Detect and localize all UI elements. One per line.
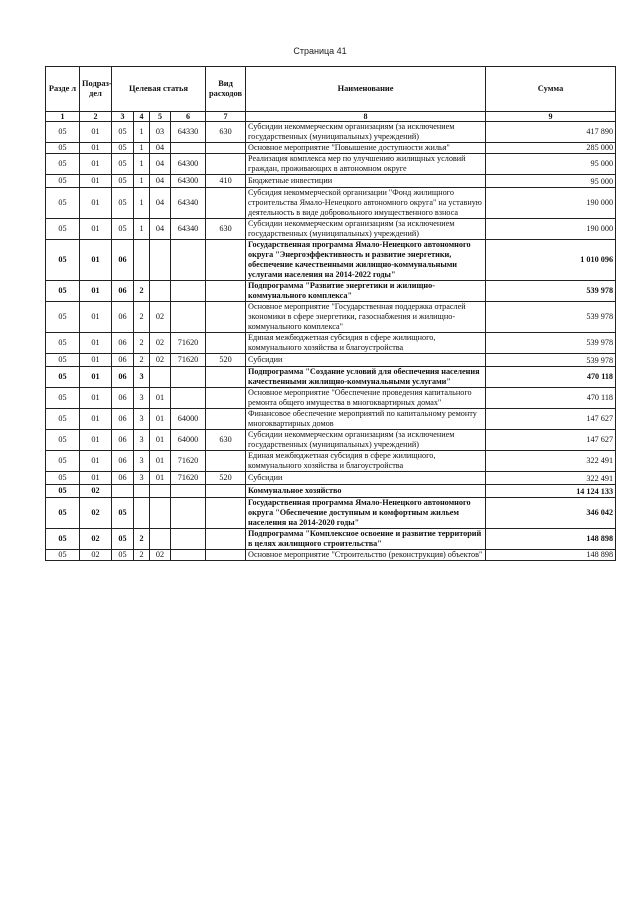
cell-section: 05: [46, 354, 80, 367]
cell-target-code: 64330: [171, 122, 206, 143]
cell-section: 05: [46, 485, 80, 498]
cell-name: Подпрограмма "Развитие энергетики и жилищно-коммунального комплекса": [246, 281, 486, 302]
cell-target-subprogram: 1: [134, 175, 150, 188]
cell-expense-type: [206, 154, 246, 175]
cell-expense-type: [206, 451, 246, 472]
cell-expense-type: [206, 281, 246, 302]
cell-section: 05: [46, 529, 80, 550]
cell-name: Субсидии некоммерческим организациям (за исключением государственных (муниципальных) учреждений): [246, 122, 486, 143]
cell-target-event: 04: [150, 219, 171, 240]
cell-section: 05: [46, 219, 80, 240]
cell-sum: 14 124 133: [486, 485, 616, 498]
cell-target-code: [171, 388, 206, 409]
cell-target-event: 04: [150, 154, 171, 175]
table-row: [46, 302, 616, 333]
cell-subsection: 01: [80, 367, 112, 388]
cell-subsection: 02: [80, 498, 112, 529]
cell-target-code: 64300: [171, 175, 206, 188]
cell-section: 05: [46, 451, 80, 472]
column-number: 6: [171, 112, 206, 122]
table-header-row: [46, 67, 616, 112]
column-number: 8: [246, 112, 486, 122]
cell-section: 05: [46, 281, 80, 302]
cell-target-program: 06: [112, 240, 134, 281]
cell-target-event: 02: [150, 302, 171, 333]
cell-expense-type: [206, 188, 246, 219]
cell-target-event: [150, 367, 171, 388]
cell-subsection: 02: [80, 550, 112, 561]
cell-expense-type: [206, 498, 246, 529]
cell-section: 05: [46, 333, 80, 354]
cell-subsection: 01: [80, 451, 112, 472]
cell-expense-type: [206, 333, 246, 354]
cell-section: 05: [46, 154, 80, 175]
cell-target-event: [150, 485, 171, 498]
cell-target-subprogram: 2: [134, 529, 150, 550]
cell-expense-type: [206, 302, 246, 333]
cell-section: 05: [46, 143, 80, 154]
cell-subsection: 01: [80, 302, 112, 333]
cell-sum: 346 042: [486, 498, 616, 529]
cell-subsection: 02: [80, 485, 112, 498]
cell-target-code: 64340: [171, 219, 206, 240]
page-number: Страница 41: [293, 46, 347, 56]
cell-target-subprogram: 3: [134, 430, 150, 451]
cell-target-event: 04: [150, 188, 171, 219]
table-row: [46, 451, 616, 472]
cell-sum: 285 000: [486, 143, 616, 154]
cell-target-code: 71620: [171, 451, 206, 472]
table-row: [46, 529, 616, 550]
cell-target-event: 02: [150, 333, 171, 354]
cell-name: Субсидии: [246, 472, 486, 485]
cell-target-code: [171, 302, 206, 333]
table-row: [46, 472, 616, 485]
cell-target-code: [171, 498, 206, 529]
table-row: [46, 354, 616, 367]
cell-subsection: 01: [80, 240, 112, 281]
cell-section: 05: [46, 367, 80, 388]
header-sum: Сумма: [486, 67, 616, 112]
cell-target-program: 06: [112, 430, 134, 451]
cell-name: Субсидия некоммерческой организации "Фонд жилищного строительства Ямало-Ненецкого автономного округа" на уставную деятельность в виде добровольного имущественного взноса: [246, 188, 486, 219]
cell-sum: 147 627: [486, 430, 616, 451]
cell-target-event: 04: [150, 175, 171, 188]
cell-expense-type: [206, 240, 246, 281]
cell-target-program: 05: [112, 143, 134, 154]
cell-target-code: [171, 529, 206, 550]
cell-target-event: 03: [150, 122, 171, 143]
cell-target-event: 01: [150, 430, 171, 451]
cell-target-event: 01: [150, 472, 171, 485]
column-number: 7: [206, 112, 246, 122]
cell-subsection: 01: [80, 354, 112, 367]
table-row: [46, 122, 616, 143]
table-row: [46, 281, 616, 302]
cell-sum: 470 118: [486, 388, 616, 409]
cell-target-program: 06: [112, 472, 134, 485]
cell-sum: 322 491: [486, 451, 616, 472]
cell-target-program: 05: [112, 498, 134, 529]
cell-expense-type: [206, 485, 246, 498]
cell-section: 05: [46, 409, 80, 430]
cell-target-program: 06: [112, 388, 134, 409]
cell-name: Подпрограмма "Комплексное освоение и развитие территорий в целях жилищного строительства": [246, 529, 486, 550]
cell-name: Финансовое обеспечение мероприятий по капитальному ремонту многоквартирных домов: [246, 409, 486, 430]
table-row: [46, 175, 616, 188]
table-row: [46, 154, 616, 175]
cell-target-subprogram: 3: [134, 388, 150, 409]
cell-target-subprogram: 2: [134, 302, 150, 333]
table-row: [46, 498, 616, 529]
cell-target-subprogram: [134, 485, 150, 498]
column-number: 9: [486, 112, 616, 122]
header-name: Наименование: [246, 67, 486, 112]
cell-target-subprogram: 1: [134, 188, 150, 219]
column-number: 2: [80, 112, 112, 122]
cell-target-program: 05: [112, 175, 134, 188]
cell-subsection: 01: [80, 430, 112, 451]
cell-target-code: [171, 281, 206, 302]
cell-sum: 470 118: [486, 367, 616, 388]
cell-expense-type: 520: [206, 472, 246, 485]
cell-subsection: 01: [80, 281, 112, 302]
cell-target-subprogram: 1: [134, 219, 150, 240]
cell-sum: 148 898: [486, 529, 616, 550]
cell-sum: 95 000: [486, 175, 616, 188]
cell-subsection: 01: [80, 388, 112, 409]
header-section: Разде л: [46, 67, 80, 112]
cell-target-code: [171, 143, 206, 154]
cell-expense-type: 630: [206, 219, 246, 240]
cell-sum: 539 978: [486, 302, 616, 333]
cell-section: 05: [46, 175, 80, 188]
cell-target-code: 64300: [171, 154, 206, 175]
cell-target-program: [112, 485, 134, 498]
cell-target-program: 06: [112, 281, 134, 302]
table-row: [46, 188, 616, 219]
header-subsection: Подраз- дел: [80, 67, 112, 112]
table-row: [46, 240, 616, 281]
header-target-article: Целевая статья: [112, 67, 206, 112]
cell-name: Субсидии некоммерческим организациям (за исключением государственных (муниципальных) учреждений): [246, 219, 486, 240]
cell-target-program: 05: [112, 219, 134, 240]
cell-target-code: 64000: [171, 430, 206, 451]
cell-name: Основное мероприятие "Обеспечение проведения капитального ремонта общего имущества в многоквартирных домах": [246, 388, 486, 409]
cell-sum: 539 978: [486, 281, 616, 302]
cell-expense-type: [206, 550, 246, 561]
cell-subsection: 01: [80, 188, 112, 219]
cell-subsection: 01: [80, 175, 112, 188]
cell-name: Коммунальное хозяйство: [246, 485, 486, 498]
cell-target-program: 05: [112, 188, 134, 219]
cell-section: 05: [46, 498, 80, 529]
column-number: 3: [112, 112, 134, 122]
cell-section: 05: [46, 122, 80, 143]
table-row: [46, 430, 616, 451]
cell-target-program: 06: [112, 451, 134, 472]
cell-name: Реализация комплекса мер по улучшению жилищных условий граждан, проживающих в автономном округе: [246, 154, 486, 175]
cell-subsection: 01: [80, 122, 112, 143]
cell-name: Подпрограмма "Создание условий для обеспечения населения качественными жилищно-коммунальными услугами": [246, 367, 486, 388]
cell-target-code: 64340: [171, 188, 206, 219]
cell-target-event: 02: [150, 550, 171, 561]
cell-target-subprogram: 3: [134, 367, 150, 388]
cell-sum: 147 627: [486, 409, 616, 430]
table-row: [46, 333, 616, 354]
cell-target-subprogram: 1: [134, 122, 150, 143]
cell-sum: 539 978: [486, 354, 616, 367]
cell-name: Субсидии: [246, 354, 486, 367]
cell-target-subprogram: 2: [134, 281, 150, 302]
cell-target-event: 01: [150, 409, 171, 430]
cell-target-code: 71620: [171, 333, 206, 354]
table-body: [46, 122, 616, 561]
cell-section: 05: [46, 240, 80, 281]
table-row: [46, 367, 616, 388]
cell-target-code: [171, 485, 206, 498]
cell-target-subprogram: 2: [134, 550, 150, 561]
cell-subsection: 01: [80, 219, 112, 240]
table-row: [46, 219, 616, 240]
column-number: 1: [46, 112, 80, 122]
cell-name: Субсидии некоммерческим организациям (за исключением государственных (муниципальных) учреждений): [246, 430, 486, 451]
cell-target-code: [171, 240, 206, 281]
cell-target-subprogram: 2: [134, 354, 150, 367]
cell-expense-type: 630: [206, 122, 246, 143]
cell-sum: 322 491: [486, 472, 616, 485]
cell-subsection: 02: [80, 529, 112, 550]
cell-target-program: 06: [112, 367, 134, 388]
cell-sum: 417 890: [486, 122, 616, 143]
cell-name: Основное мероприятие "Повышение доступности жилья": [246, 143, 486, 154]
cell-target-program: 06: [112, 302, 134, 333]
cell-target-event: 01: [150, 451, 171, 472]
cell-target-program: 05: [112, 154, 134, 175]
cell-target-event: [150, 281, 171, 302]
cell-target-subprogram: 2: [134, 333, 150, 354]
cell-name: Бюджетные инвестиции: [246, 175, 486, 188]
cell-expense-type: [206, 367, 246, 388]
cell-section: 05: [46, 302, 80, 333]
cell-target-code: 71620: [171, 472, 206, 485]
cell-expense-type: [206, 529, 246, 550]
cell-target-subprogram: 1: [134, 154, 150, 175]
cell-name: Государственная программа Ямало-Ненецкого автономного округа "Обеспечение доступным и комфортным жильем населения на 2014-2020 годы": [246, 498, 486, 529]
cell-sum: 95 000: [486, 154, 616, 175]
cell-section: 05: [46, 472, 80, 485]
cell-sum: 539 978: [486, 333, 616, 354]
cell-section: 05: [46, 550, 80, 561]
cell-target-code: [171, 367, 206, 388]
header-expense-type: Вид расходов: [206, 67, 246, 112]
cell-target-subprogram: 1: [134, 143, 150, 154]
cell-target-event: [150, 498, 171, 529]
cell-sum: 148 898: [486, 550, 616, 561]
cell-name: Единая межбюджетная субсидия в сфере жилищного, коммунального хозяйства и благоустройства: [246, 333, 486, 354]
table-row: [46, 143, 616, 154]
budget-table: [45, 66, 616, 561]
cell-subsection: 01: [80, 333, 112, 354]
cell-target-code: 64000: [171, 409, 206, 430]
cell-expense-type: 630: [206, 430, 246, 451]
cell-sum: 190 000: [486, 188, 616, 219]
cell-name: Единая межбюджетная субсидия в сфере жилищного, коммунального хозяйства и благоустройства: [246, 451, 486, 472]
cell-expense-type: 410: [206, 175, 246, 188]
cell-expense-type: [206, 388, 246, 409]
cell-subsection: 01: [80, 472, 112, 485]
cell-subsection: 01: [80, 409, 112, 430]
cell-subsection: 01: [80, 154, 112, 175]
cell-name: Государственная программа Ямало-Ненецкого автономного округа "Энергоэффективность и развитие энергетики, обеспечение качественными жилищно-коммунальными услугами населения на 2014-2022 годы": [246, 240, 486, 281]
cell-subsection: 01: [80, 143, 112, 154]
table-row: [46, 409, 616, 430]
column-number: 5: [150, 112, 171, 122]
cell-target-program: 06: [112, 333, 134, 354]
cell-name: Основное мероприятие "Строительство (реконструкция) объектов": [246, 550, 486, 561]
cell-target-subprogram: [134, 498, 150, 529]
cell-target-code: [171, 550, 206, 561]
cell-target-program: 06: [112, 354, 134, 367]
cell-section: 05: [46, 430, 80, 451]
table-row: [46, 388, 616, 409]
cell-expense-type: [206, 409, 246, 430]
table-row: [46, 550, 616, 561]
cell-section: 05: [46, 188, 80, 219]
cell-target-subprogram: 3: [134, 451, 150, 472]
cell-target-program: 05: [112, 122, 134, 143]
cell-target-subprogram: [134, 240, 150, 281]
cell-section: 05: [46, 388, 80, 409]
cell-sum: 1 010 096: [486, 240, 616, 281]
cell-target-subprogram: 3: [134, 409, 150, 430]
cell-target-event: 04: [150, 143, 171, 154]
cell-target-program: 05: [112, 550, 134, 561]
cell-name: Основное мероприятие "Государственная поддержка отраслей экономики в сфере энергетики, газоснабжения и жилищно-коммунального комплекса": [246, 302, 486, 333]
column-number-row: [46, 112, 616, 122]
table-row: [46, 485, 616, 498]
cell-target-event: [150, 240, 171, 281]
cell-target-event: 02: [150, 354, 171, 367]
cell-target-program: 06: [112, 409, 134, 430]
cell-sum: 190 000: [486, 219, 616, 240]
cell-expense-type: [206, 143, 246, 154]
cell-target-event: 01: [150, 388, 171, 409]
cell-target-program: 05: [112, 529, 134, 550]
cell-target-subprogram: 3: [134, 472, 150, 485]
cell-target-code: 71620: [171, 354, 206, 367]
cell-target-event: [150, 529, 171, 550]
cell-expense-type: 520: [206, 354, 246, 367]
column-number: 4: [134, 112, 150, 122]
